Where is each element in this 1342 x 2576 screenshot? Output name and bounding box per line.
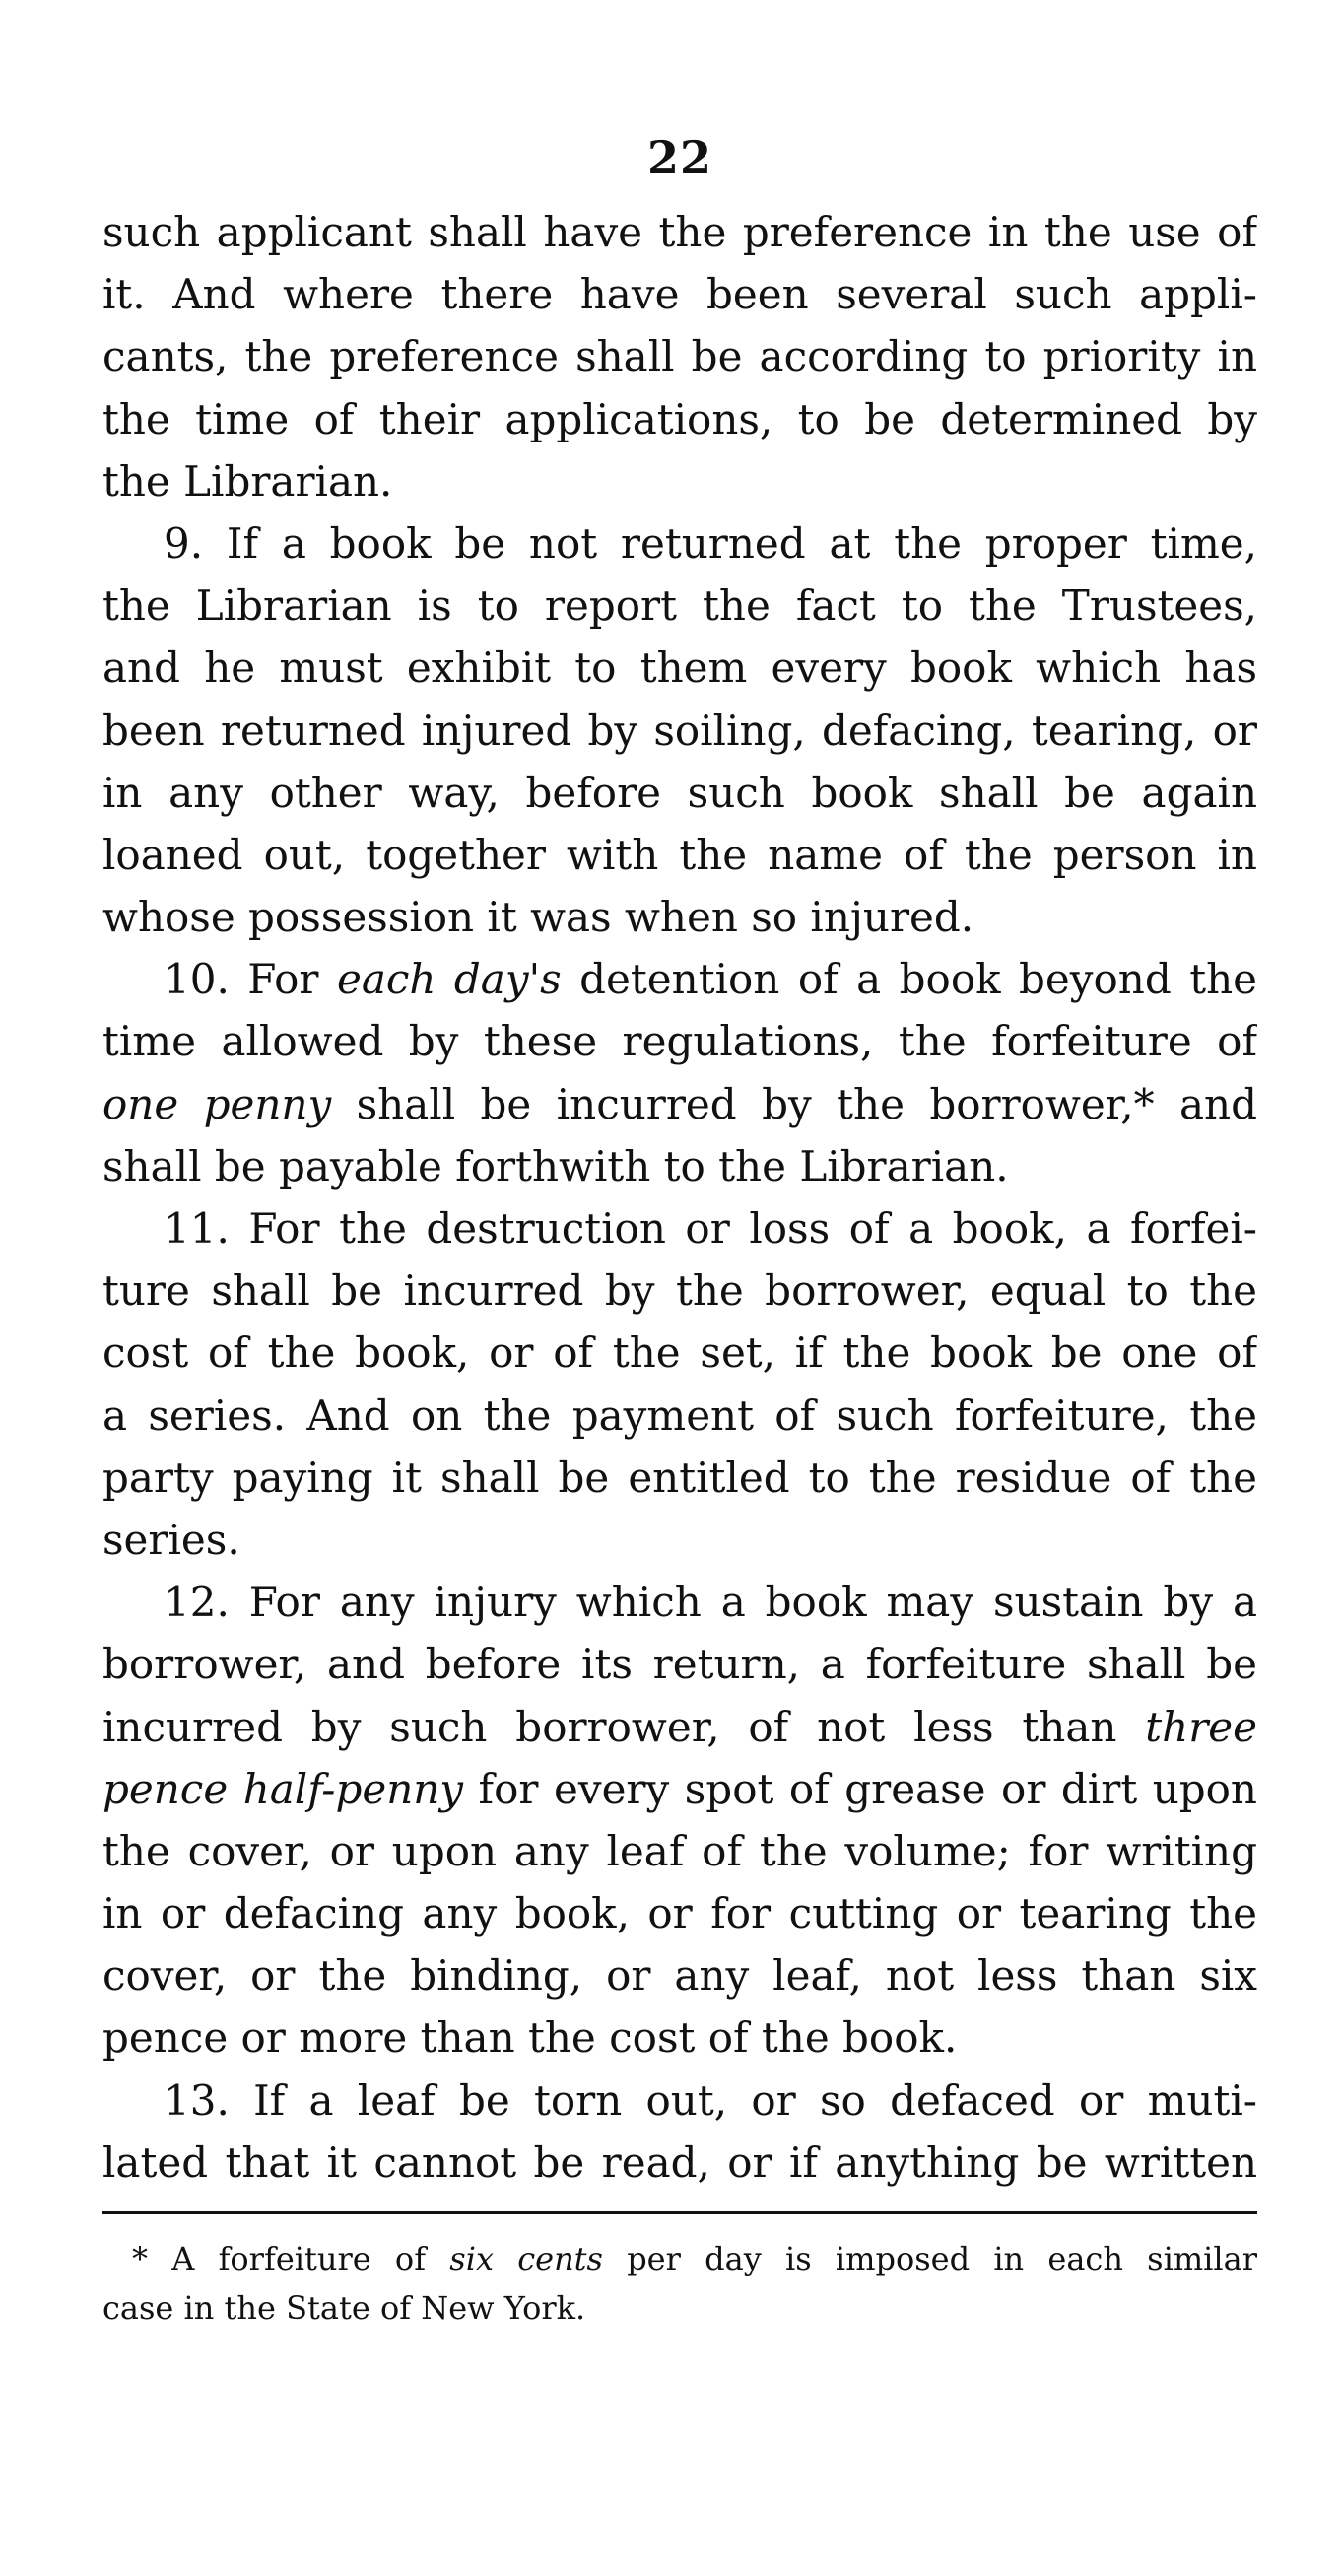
- body-line: [102, 2006, 1257, 2068]
- body-line: [102, 762, 1257, 824]
- text-run: loaned out, together with the name of the person in: [102, 830, 1257, 879]
- body-line: [102, 948, 1257, 1010]
- text-run: 11. For the destruction or loss of a book, a forfei-: [164, 1204, 1257, 1253]
- body-line: [102, 1010, 1257, 1072]
- body-line: [102, 1322, 1257, 1384]
- footnote: [102, 2234, 1257, 2333]
- italic-text: one penny: [102, 1079, 332, 1128]
- body-line: [102, 1882, 1257, 1944]
- text-run: shall be payable forthwith to the Librarian.: [102, 1141, 1009, 1190]
- footnote-line: [102, 2234, 1257, 2283]
- text-run: for every spot of grease or dirt upon: [463, 1764, 1257, 1813]
- text-run: pence or more than the cost of the book.: [102, 2013, 958, 2063]
- body-line: [102, 201, 1257, 263]
- body-line: [102, 1197, 1257, 1259]
- italic-text: three: [1145, 1702, 1257, 1751]
- text-run: the time of their applications, to be determined by: [102, 394, 1257, 443]
- text-run: ture shall be incurred by the borrower, equal to the: [102, 1266, 1257, 1316]
- body-line: [102, 1073, 1257, 1135]
- text-run: case in the State of New York.: [102, 2289, 586, 2327]
- body-line: [102, 824, 1257, 886]
- text-run: in or defacing any book, or for cutting or tearing the: [102, 1889, 1257, 1938]
- body-line: [102, 1944, 1257, 2006]
- text-run: such applicant shall have the preference in the use of: [102, 208, 1257, 256]
- body-line: [102, 886, 1257, 948]
- body-line: [102, 700, 1257, 762]
- text-run: lated that it cannot be read, or if anything be written: [102, 2137, 1257, 2187]
- text-run: borrower, and before its return, a forfeiture shall be: [102, 1640, 1257, 1689]
- italic-text: pence half-penny: [102, 1764, 464, 1813]
- book-page: [102, 128, 1257, 2333]
- text-run: the Librarian is to report the fact to the Trustees,: [102, 581, 1257, 631]
- text-run: 12. For any injury which a book may sustain by a: [164, 1578, 1257, 1627]
- text-run: * A forfeiture of: [132, 2240, 450, 2277]
- italic-text: six cents: [449, 2240, 603, 2277]
- body-line: [102, 512, 1257, 575]
- text-run: cants, the preference shall be according to priority in: [102, 332, 1257, 381]
- text-run: time allowed by these regulations, the forfeiture of: [102, 1017, 1257, 1066]
- footnote-line: [102, 2283, 1257, 2333]
- body-line: [102, 2069, 1257, 2132]
- body-line: [102, 575, 1257, 637]
- body-line: [102, 1633, 1257, 1695]
- body-line: [102, 1135, 1257, 1197]
- body-line: [102, 1259, 1257, 1322]
- text-run: 10. For: [164, 955, 337, 1004]
- text-run: been returned injured by soiling, defacing, tearing, or: [102, 706, 1257, 755]
- body-line: [102, 1509, 1257, 1571]
- text-run: series.: [102, 1515, 240, 1564]
- body-line: [102, 637, 1257, 699]
- footnote-rule: [102, 2211, 1257, 2214]
- text-run: detention of a book beyond the: [561, 955, 1257, 1004]
- text-run: the cover, or upon any leaf of the volume; for writing: [102, 1826, 1257, 1875]
- text-run: 9. If a book be not returned at the proper time,: [164, 518, 1257, 568]
- text-run: cover, or the binding, or any leaf, not less than six: [102, 1951, 1257, 2000]
- body-line: [102, 388, 1257, 450]
- body-line: [102, 1758, 1257, 1820]
- text-run: party paying it shall be entitled to the residue of the: [102, 1453, 1257, 1502]
- text-run: per day is imposed in each similar: [602, 2240, 1257, 2277]
- body-line: [102, 325, 1257, 387]
- text-run: shall be incurred by the borrower,* and: [331, 1079, 1257, 1128]
- body-line: [102, 1385, 1257, 1447]
- text-run: a series. And on the payment of such forfeiture, the: [102, 1390, 1257, 1440]
- body-line: [102, 1571, 1257, 1633]
- italic-text: each day's: [336, 955, 562, 1004]
- text-run: in any other way, before such book shall be again: [102, 768, 1257, 817]
- text-run: incurred by such borrower, of not less than: [102, 1702, 1146, 1751]
- body-line: [102, 263, 1257, 325]
- body-line: [102, 1447, 1257, 1509]
- text-run: whose possession it was when so injured.: [102, 893, 974, 942]
- body-text: [102, 201, 1257, 2194]
- text-run: it. And where there have been several such appli-: [102, 270, 1257, 319]
- body-line: [102, 1820, 1257, 1882]
- text-run: 13. If a leaf be torn out, or so defaced or muti-: [164, 2075, 1257, 2125]
- body-line: [102, 450, 1257, 512]
- page-number: 22: [646, 131, 712, 184]
- text-run: the Librarian.: [102, 456, 393, 506]
- body-line: [102, 2132, 1257, 2194]
- text-run: cost of the book, or of the set, if the book be one of: [102, 1328, 1257, 1378]
- text-run: and he must exhibit to them every book which has: [102, 644, 1257, 693]
- body-line: [102, 1696, 1257, 1758]
